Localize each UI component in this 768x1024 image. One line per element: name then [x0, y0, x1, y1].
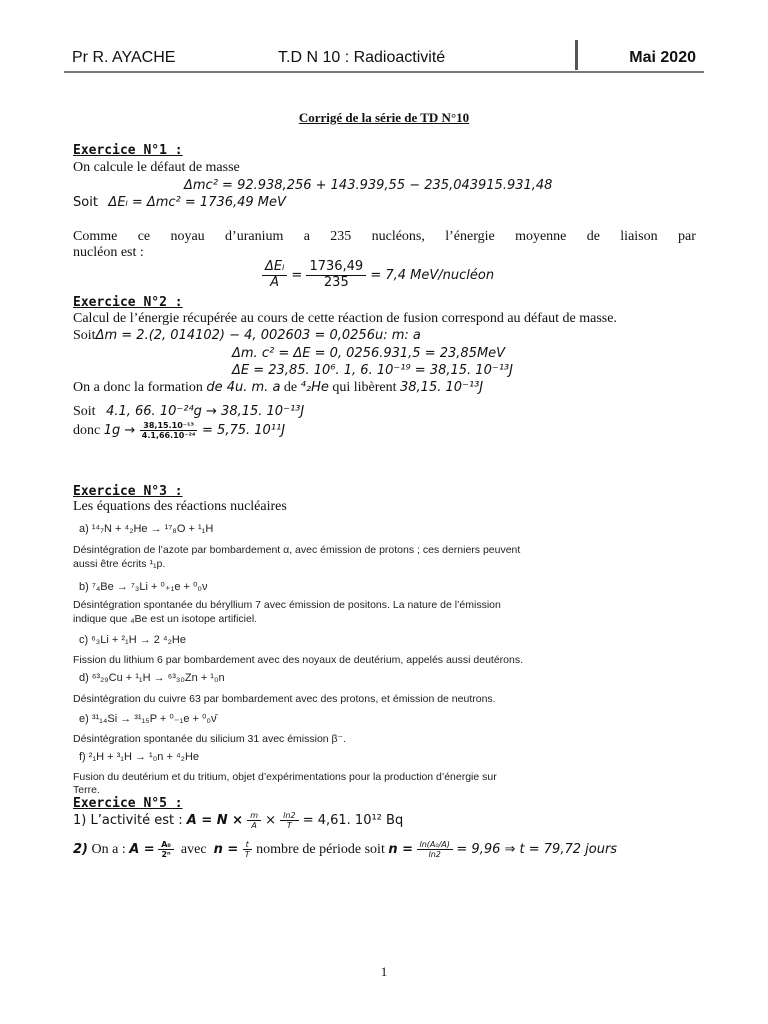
ex1-paragraph-line2: nucléon est : [73, 245, 144, 260]
reaction-c-equation: c) ⁶₃Li + ²₁H → 2 ⁴₂He [79, 634, 186, 646]
header-date: Mai 2020 [629, 49, 696, 66]
header-rule [64, 71, 704, 73]
ex3-heading: Exercice N°3 : [73, 484, 183, 499]
ex1-line1: On calcule le défaut de masse [73, 160, 240, 175]
reaction-a-desc-1: Désintégration de l’azote par bombardement α, avec émission de protons ; ces derniers peuvent [73, 544, 521, 556]
ex1-paragraph-word: liaison [620, 229, 658, 244]
reaction-a-equation: a) ¹⁴₇N + ⁴₂He → ¹⁷₈O + ¹₁H [79, 523, 214, 535]
reaction-c-desc-1: Fission du lithium 6 par bombardement avec des noyaux de deutérium, appelés aussi deutérons. [73, 654, 524, 666]
ex2-line4: ΔE = 23,85. 10⁶. 1, 6. 10⁻¹⁹ = 38,15. 10⁻¹³J [232, 363, 513, 378]
reaction-e-desc-1: Désintégration spontanée du silicium 31 avec émission β⁻. [73, 733, 347, 745]
ex2-line1: Calcul de l’énergie récupérée au cours de cette réaction de fusion correspond au défaut de masse. [73, 311, 617, 326]
ex1-paragraph-word: 235 [330, 229, 352, 244]
ex2-line7: donc 1g → $\frac{\text{38,15.10⁻¹³}}{\text{4.1,66.10⁻²⁴}}$ = 5,75. 10¹¹J [73, 421, 286, 441]
ex1-equation2: ΔEₗ = Δmc² = 1736,49 MeV [108, 195, 286, 210]
ex5-line1: 1) L’activité est : A = N × $\frac{m}{A}$ × $\frac{\ln 2}{T}$ = 4,61. 10¹² Bq [73, 811, 404, 831]
ex2-line6: Soit 4.1, 66. 10⁻²⁴g → 38,15. 10⁻¹³J [73, 404, 305, 419]
page-number: 1 [380, 964, 388, 979]
ex1-paragraph-word: d’uranium [225, 229, 284, 244]
reaction-d-desc-1: Désintégration du cuivre 63 par bombardement avec des protons, et émission de neutrons. [73, 693, 496, 705]
page-header [64, 44, 704, 74]
ex3-line1: Les équations des réactions nucléaires [73, 499, 287, 514]
ex1-paragraph-word: Comme [73, 229, 118, 244]
ex1-paragraph-word: ce [137, 229, 151, 244]
reaction-b-desc-2: indique que ₄Be est un isotope artificiel. [73, 613, 258, 625]
ex1-paragraph-word: nucléons, [371, 229, 425, 244]
reaction-f-equation: f) ²₁H + ³₁H → ¹₀n + ⁴₂He [79, 751, 200, 763]
ex2-heading: Exercice N°2 : [73, 295, 183, 310]
header-author: Pr R. AYACHE [72, 49, 176, 66]
ex1-paragraph-line1 [73, 229, 696, 245]
ex2-line3: Δm. c² = ΔE = 0, 0256.931,5 = 23,85MeV [232, 346, 506, 361]
ex2-line2: SoitΔm = 2.(2, 014102) − 4, 002603 = 0,0256u: m: a [73, 328, 421, 343]
reaction-a-desc-2: aussi être écrits ¹₁p. [73, 558, 166, 570]
reaction-b-equation: b) ⁷₄Be → ⁷₃Li + ⁰₊₁e + ⁰₀ν [79, 581, 208, 593]
reaction-d-equation: d) ⁶³₂₉Cu + ¹₁H → ⁶³₃₀Zn + ¹₀n [79, 672, 225, 684]
ex1-fraction-eq: $\frac{\text{ΔEₗ}}{A}$ = $\frac{1736,49}{235}$ = 7,4 MeV/nucléon [262, 260, 494, 291]
document-title: Corrigé de la série de TD N°10 [298, 110, 470, 125]
reaction-e-equation: e) ³¹₁₄Si → ³¹₁₅P + ⁰₋₁e + ⁰₀ν̄ [79, 713, 217, 725]
ex1-paragraph-word: moyenne [515, 229, 567, 244]
ex5-heading: Exercice N°5 : [73, 796, 183, 811]
ex1-paragraph-word: de [586, 229, 600, 244]
ex2-line5: On a donc la formation de 4u. m. a de ⁴₂He qui libèrent 38,15. 10⁻¹³J [73, 380, 484, 395]
ex1-paragraph-word: noyau [170, 229, 205, 244]
ex1-paragraph-word: a [303, 229, 310, 244]
ex5-line2: 2) On a : A = $\frac{\text{A₀}}{\text{2ⁿ}}$ avec n = $\frac{t}{T}$ nombre de période soit n = $\frac{\text{ln(A₀/A)}}{\ln 2}$ = 9,96 ⇒ t = 79,72 jours [73, 840, 618, 860]
ex1-paragraph-word: par [677, 229, 696, 244]
ex1-heading: Exercice N°1 : [73, 143, 183, 158]
ex3-reactions-scan [73, 520, 543, 796]
ex1-line-soit: Soit ΔEₗ = Δmc² = 1736,49 MeV [73, 195, 286, 210]
ex1-paragraph-word: l’énergie [445, 229, 495, 244]
reaction-f-desc-2: Terre. [73, 784, 100, 796]
reaction-b-desc-1: Désintégration spontanée du béryllium 7 avec émission de positons. La nature de l’émission [73, 599, 501, 611]
ex1-equation1: Δmc² = 92.938,256 + 143.939,55 − 235,043915.931,48 [184, 178, 553, 193]
header-divider [575, 40, 578, 70]
reaction-f-desc-1: Fusion du deutérium et du tritium, objet d’expérimentations pour la production d’énergie sur [73, 771, 497, 783]
header-title: T.D N 10 : Radioactivité [278, 49, 446, 66]
